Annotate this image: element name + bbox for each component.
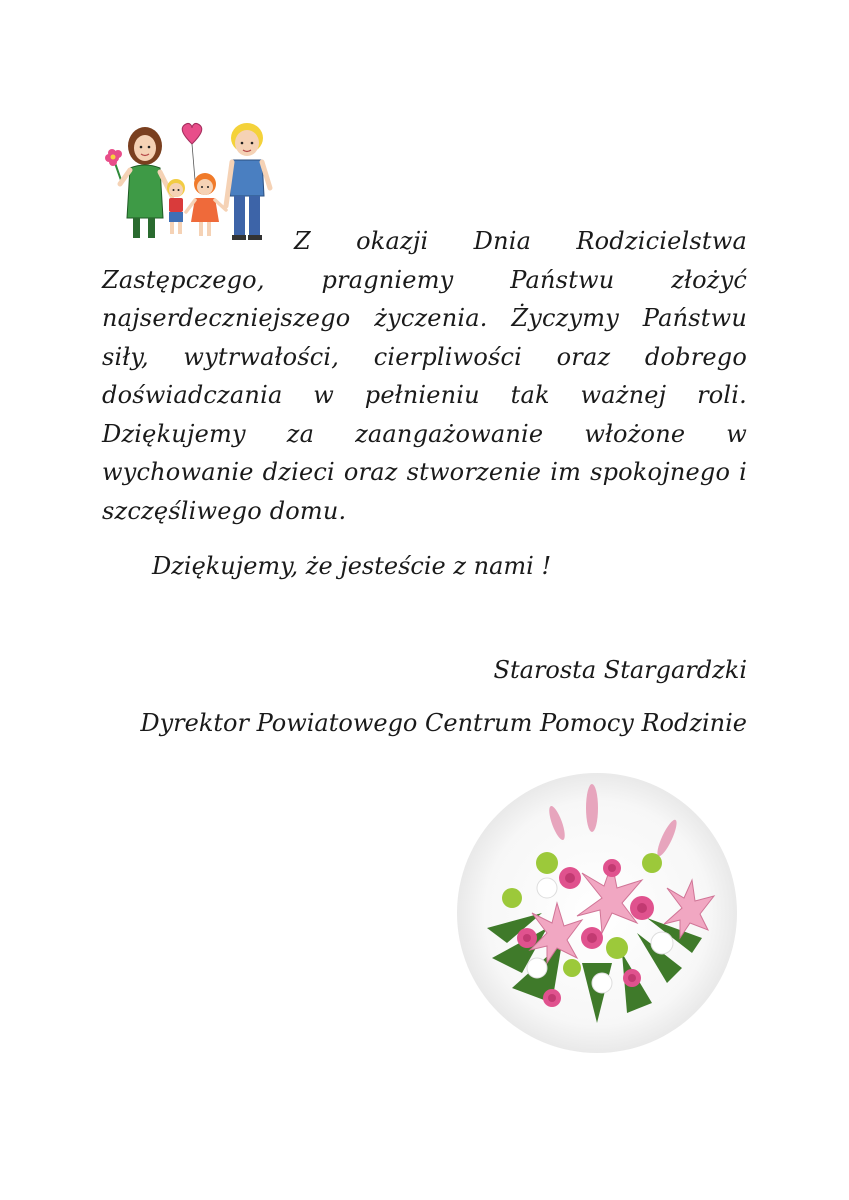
greeting-paragraph (102, 222, 747, 530)
greeting-line: szczęśliwego domu. (102, 496, 347, 525)
pink-flower-icon (105, 149, 122, 183)
signature-starosta: Starosta Stargardzki (493, 656, 747, 684)
signature-director: Dyrektor Powiatowego Centrum Pomocy Rodzinie (140, 709, 747, 737)
greeting-line: wychowanie dzieci oraz stworzenie im spokojnego i (102, 458, 747, 486)
greeting-line: siły, wytrwałości, cierpliwości oraz dobrego (102, 342, 747, 371)
greeting-line: doświadczania w pełnieniu tak ważnej roli. (102, 381, 747, 409)
heart-balloon-icon (182, 123, 202, 180)
greeting-line: najserdeczniejszego życzenia. Życzymy Państwu (102, 304, 747, 332)
greeting-line: Z okazji Dnia Rodzicielstwa (294, 227, 747, 255)
greeting-line: Dziękujemy za zaangażowanie włożone w (102, 419, 747, 448)
closing-line: Dziękujemy, że jesteście z nami ! (152, 552, 552, 580)
greeting-line: Zastępczego, pragniemy Państwu złożyć (102, 265, 747, 294)
flower-bouquet-icon (452, 768, 742, 1058)
